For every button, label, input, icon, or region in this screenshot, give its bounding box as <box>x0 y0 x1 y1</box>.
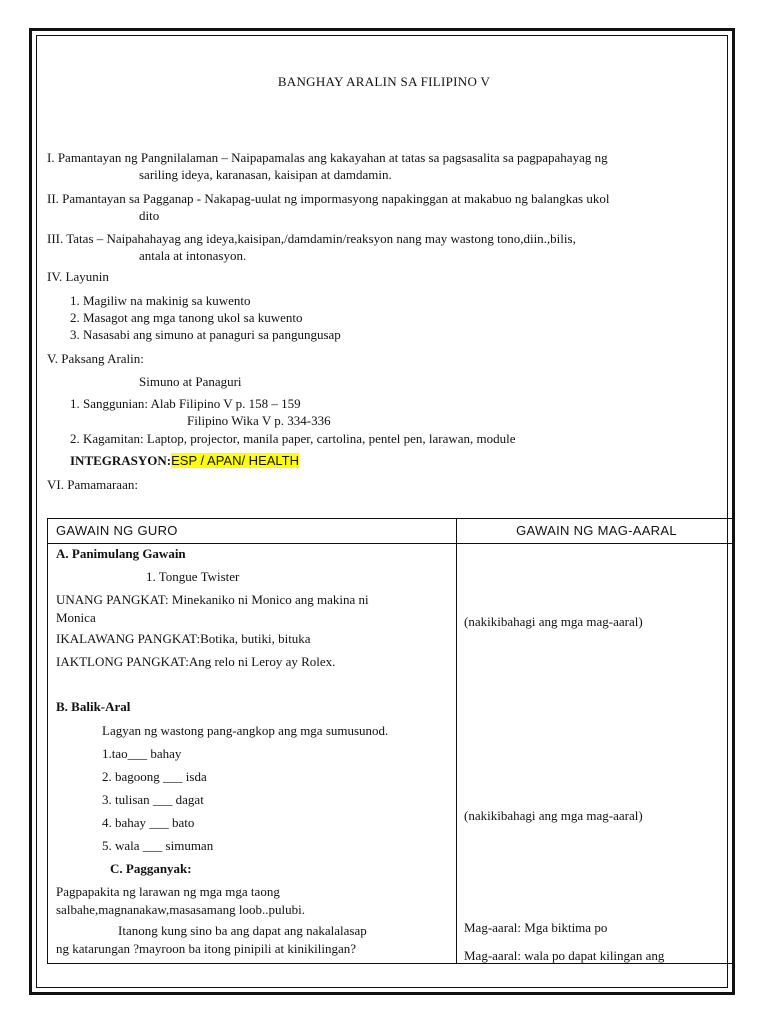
response-4: Mag-aaral: wala po dapat kilingan ang <box>464 948 665 963</box>
kagamitan: 2. Kagamitan: Laptop, projector, manila paper, cartolina, pentel pen, larawan, module <box>70 431 516 446</box>
section-2-line-1: II. Pamantayan sa Pagganap - Nakapag-uulat ng impormasyong napakinggan at makabuo ng balangkas ukol <box>47 191 610 206</box>
header-gawain-ng-mag-aaral: GAWAIN NG MAG-AARAL <box>516 523 677 538</box>
b-item-4: 4. bahay ___ bato <box>102 815 195 830</box>
section-1-line-2: sariling ideya, karanasan, kaisipan at damdamin. <box>139 167 392 182</box>
response-3: Mag-aaral: Mga biktima po <box>464 920 608 935</box>
b-instruction: Lagyan ng wastong pang-angkop ang mga sumusunod. <box>102 723 389 738</box>
section-1-line-1: I. Pamantayan ng Pangnilalaman – Naipapamalas ang kakayahan at tatas sa pagsasalita sa pagpapahayag ng <box>47 150 608 165</box>
layunin-item-1: 1. Magiliw na makinig sa kuwento <box>70 293 251 308</box>
sanggunian-line-1: 1. Sanggunian: Alab Filipino V p. 158 – 159 <box>70 396 301 411</box>
c-line-3: Itanong kung sino ba ang dapat ang nakalalasap <box>118 923 367 938</box>
b-item-3: 3. tulisan ___ dagat <box>102 792 204 807</box>
response-1: (nakikibahagi ang mga mag-aaral) <box>464 614 643 629</box>
c-line-4: ng katarungan ?mayroon ba itong pinipili at kinikilingan? <box>56 941 357 956</box>
section-3-line-2: antala at intonasyon. <box>139 248 247 263</box>
response-2: (nakikibahagi ang mga mag-aaral) <box>464 808 643 823</box>
section-5-heading: V. Paksang Aralin: <box>47 351 144 366</box>
integrasyon-label: INTEGRASYON: <box>70 453 172 468</box>
a-heading: A. Panimulang Gawain <box>56 546 186 561</box>
sanggunian-line-2: Filipino Wika V p. 334-336 <box>187 413 331 428</box>
b-heading: B. Balik-Aral <box>56 699 131 714</box>
table-column-divider <box>456 519 457 963</box>
unang-pangkat-line-1: UNANG PANGKAT: Minekaniko ni Monico ang makina ni <box>56 592 369 607</box>
c-line-2: salbahe,magnanakaw,masasamang loob..pulubi. <box>56 902 305 917</box>
ikalawang-pangkat: IKALAWANG PANGKAT:Botika, butiki, bituka <box>56 631 311 646</box>
b-item-2: 2. bagoong ___ isda <box>102 769 207 784</box>
b-item-1: 1.tao___ bahay <box>102 746 182 761</box>
section-6-heading: VI. Pamamaraan: <box>47 477 138 492</box>
a-item-tongue-twister: 1. Tongue Twister <box>146 569 240 584</box>
c-line-1: Pagpapakita ng larawan ng mga mga taong <box>56 884 280 899</box>
layunin-item-3: 3. Nasasabi ang simuno at panaguri sa pangungusap <box>70 327 341 342</box>
b-item-5: 5. wala ___ simuman <box>102 838 214 853</box>
section-2-line-2: dito <box>139 208 160 223</box>
integrasyon <box>70 452 299 469</box>
document-title: BANGHAY ARALIN SA FILIPINO V <box>277 74 491 89</box>
layunin-item-2: 2. Masagot ang mga tanong ukol sa kuwento <box>70 310 303 325</box>
pamamaraan-table <box>47 518 735 964</box>
unang-pangkat-line-2: Monica <box>56 610 96 625</box>
c-heading: C. Pagganyak: <box>110 861 192 876</box>
header-gawain-ng-guro: GAWAIN NG GURO <box>56 523 178 538</box>
section-4-heading: IV. Layunin <box>47 269 109 284</box>
integrasyon-value: ESP / APAN/ HEALTH <box>171 453 300 468</box>
ikatlong-pangkat: IAKTLONG PANGKAT:Ang relo ni Leroy ay Rolex. <box>56 654 336 669</box>
section-3-line-1: III. Tatas – Naipahahayag ang ideya,kaisipan,/damdamin/reaksyon nang may wastong tono,diin.,bilis, <box>47 231 576 246</box>
table-header-divider <box>48 543 734 544</box>
paksa-title: Simuno at Panaguri <box>139 374 242 389</box>
